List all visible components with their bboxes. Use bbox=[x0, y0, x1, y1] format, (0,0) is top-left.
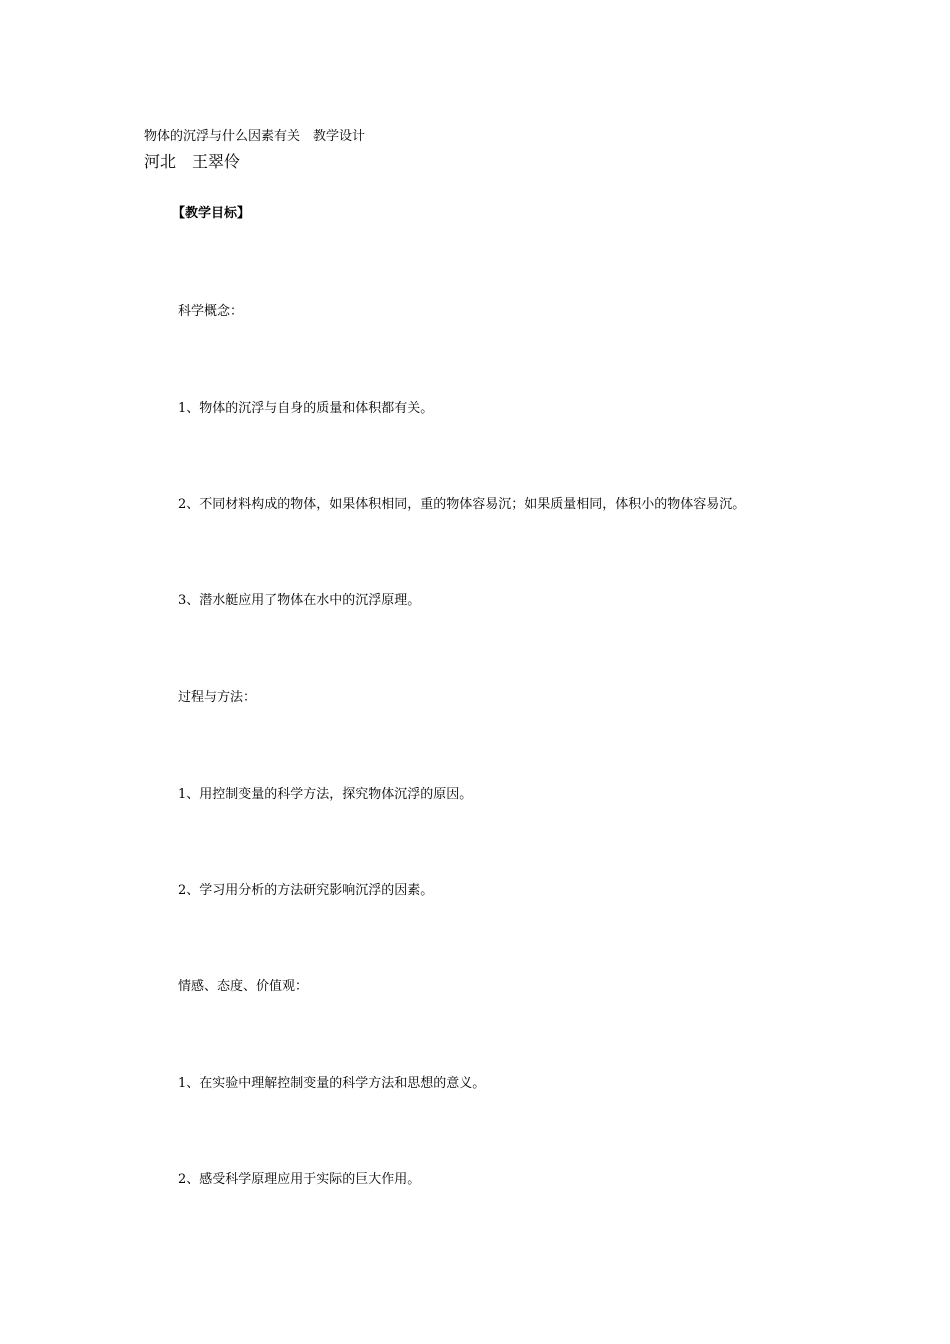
subheading-science-concepts: 科学概念： bbox=[178, 304, 244, 319]
list-item: 2、不同材料构成的物体，如果体积相同，重的物体容易沉；如果质量相同，体积小的物体容易沉。 bbox=[178, 497, 746, 512]
section-heading-teaching-goals: 【教学目标】 bbox=[172, 206, 251, 221]
list-item: 1、在实验中理解控制变量的科学方法和思想的意义。 bbox=[178, 1076, 486, 1091]
list-item: 3、潜水艇应用了物体在水中的沉浮原理。 bbox=[178, 593, 421, 608]
subheading-attitudes-values: 情感、态度、价值观： bbox=[178, 979, 309, 994]
list-item: 2、学习用分析的方法研究影响沉浮的因素。 bbox=[178, 883, 434, 898]
list-item: 2、感受科学原理应用于实际的巨大作用。 bbox=[178, 1172, 421, 1187]
subheading-process-methods: 过程与方法： bbox=[178, 690, 257, 705]
list-item: 1、物体的沉浮与自身的质量和体积都有关。 bbox=[178, 401, 434, 416]
document-author: 河北 王翠伶 bbox=[144, 152, 241, 171]
document-title: 物体的沉浮与什么因素有关 教学设计 bbox=[144, 129, 366, 144]
list-item: 1、用控制变量的科学方法，探究物体沉浮的原因。 bbox=[178, 787, 473, 802]
